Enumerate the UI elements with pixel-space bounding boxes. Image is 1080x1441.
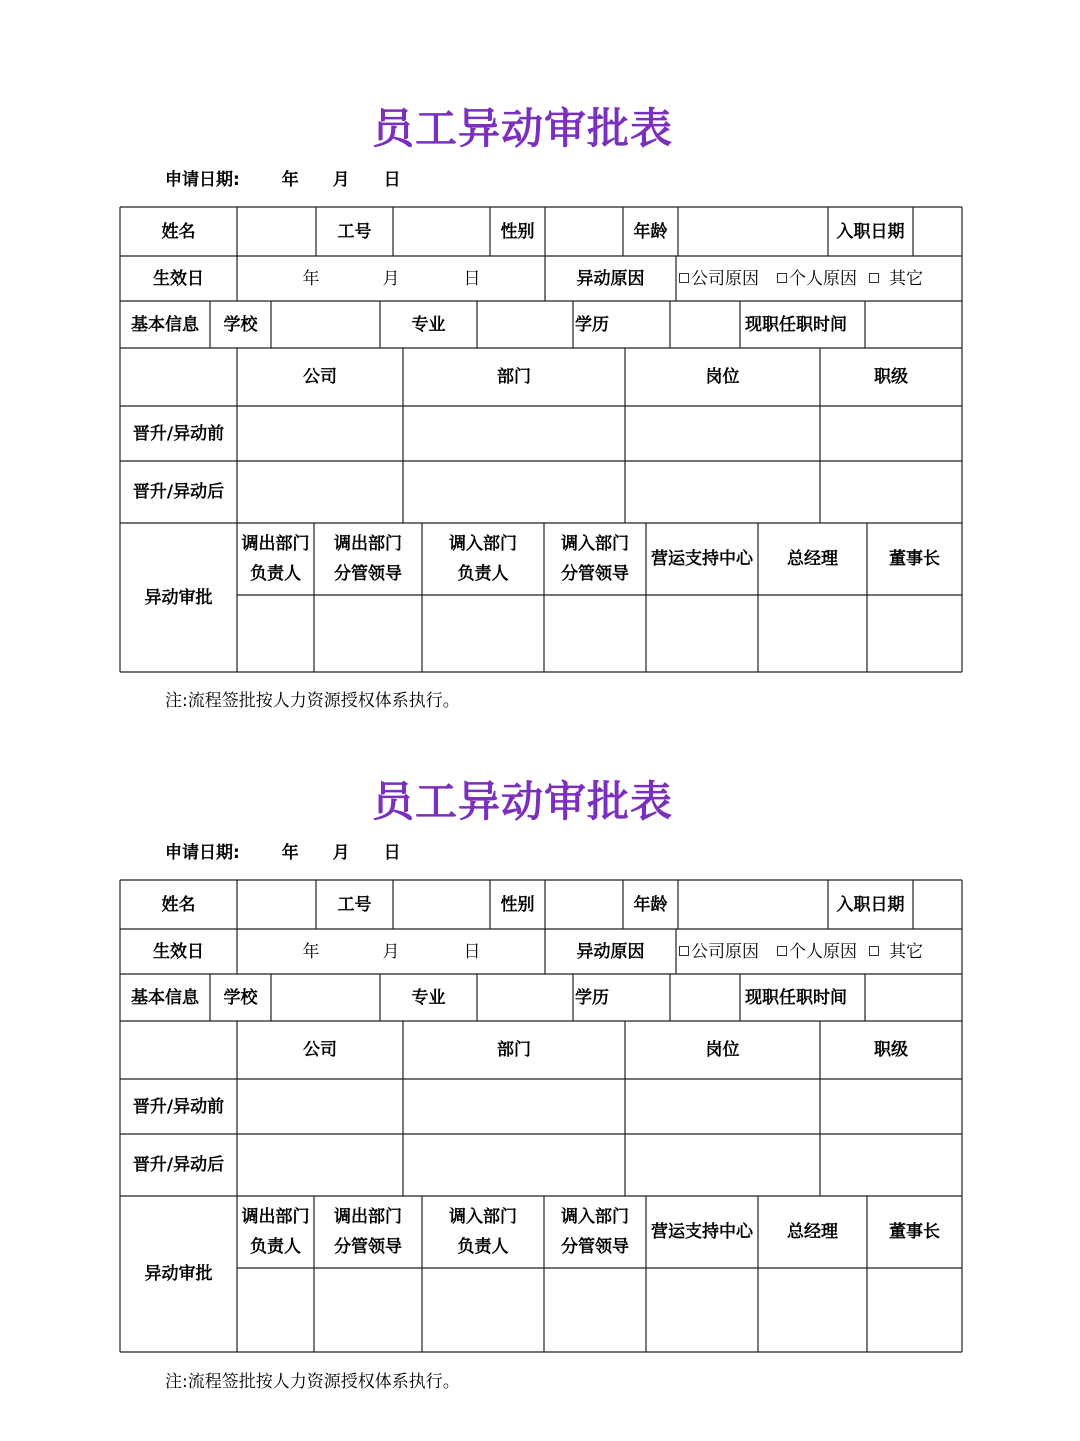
transfer-form-1	[0, 88, 1080, 768]
school-label: 学校	[223, 987, 258, 1008]
major-label: 专业	[411, 987, 446, 1008]
approval-label: 异动审批	[144, 587, 213, 608]
checkbox-icon[interactable]	[869, 946, 879, 956]
apply-date-year[interactable]: 年	[281, 170, 299, 190]
form-note: 注:流程签批按人力资源授权体系执行。	[165, 691, 460, 711]
company-header: 公司	[303, 1040, 337, 1060]
checkbox-icon[interactable]	[679, 946, 689, 956]
reason-options	[679, 256, 962, 301]
before-row-label: 晋升/异动前	[132, 423, 225, 444]
current-post-time-label: 现职任职时间	[745, 987, 847, 1008]
name-label: 姓名	[161, 221, 196, 242]
effective-date-label: 生效日	[153, 268, 204, 289]
basic-info-label: 基本信息	[131, 314, 199, 335]
gender-field[interactable]	[545, 880, 623, 929]
reason-option-company[interactable]: 公司原因	[679, 264, 759, 294]
hire-date-label: 入职日期	[836, 221, 905, 242]
reason-option-other[interactable]: 其它	[869, 264, 923, 294]
approval-col-chairman: 董事长	[889, 549, 940, 569]
after-row-label: 晋升/异动后	[132, 482, 225, 502]
effective-month[interactable]: 月	[382, 941, 400, 962]
name-field[interactable]	[237, 880, 316, 929]
current-post-time-label: 现职任职时间	[745, 314, 847, 335]
approval-col-out-head: 调出部门 负责人	[241, 534, 310, 584]
school-field[interactable]	[271, 974, 380, 1021]
major-label: 专业	[411, 314, 446, 335]
rank-header: 职级	[874, 1040, 908, 1060]
apply-date-label: 申请日期:	[165, 170, 240, 190]
apply-date-day[interactable]: 日	[383, 843, 401, 863]
approval-col-out-leader: 调出部门 分管领导	[334, 534, 402, 584]
gender-field[interactable]	[545, 207, 623, 256]
gender-label: 性别	[500, 894, 535, 915]
hire-date-field[interactable]	[913, 207, 962, 256]
approval-col-in-leader: 调入部门 分管领导	[561, 534, 629, 584]
transfer-form-2	[0, 761, 1080, 1441]
emp-no-field[interactable]	[393, 880, 490, 929]
apply-date-year[interactable]: 年	[281, 843, 299, 863]
effective-year[interactable]: 年	[302, 268, 320, 289]
major-field[interactable]	[477, 301, 573, 348]
current-post-time-field[interactable]	[865, 974, 962, 1021]
approval-col-gm: 总经理	[787, 549, 838, 569]
age-field[interactable]	[678, 207, 828, 256]
emp-no-field[interactable]	[393, 207, 490, 256]
reason-option-personal[interactable]: 个人原因	[777, 264, 857, 294]
emp-no-label: 工号	[337, 894, 372, 915]
checkbox-icon[interactable]	[777, 946, 787, 956]
education-label: 学历	[575, 987, 609, 1008]
after-row-label: 晋升/异动后	[132, 1155, 225, 1175]
approval-col-out-head: 调出部门 负责人	[241, 1207, 310, 1257]
position-header: 岗位	[705, 367, 740, 387]
department-header: 部门	[497, 367, 531, 387]
apply-date-label: 申请日期:	[165, 843, 240, 863]
emp-no-label: 工号	[337, 221, 372, 242]
approval-col-out-leader: 调出部门 分管领导	[334, 1207, 402, 1257]
age-field[interactable]	[678, 880, 828, 929]
school-label: 学校	[223, 314, 258, 335]
form-note: 注:流程签批按人力资源授权体系执行。	[165, 1372, 460, 1392]
checkbox-icon[interactable]	[679, 273, 689, 283]
age-label: 年龄	[633, 894, 668, 915]
position-header: 岗位	[705, 1040, 740, 1060]
effective-day[interactable]: 日	[463, 941, 481, 962]
checkbox-icon[interactable]	[869, 273, 879, 283]
approval-col-chairman: 董事长	[889, 1222, 940, 1242]
effective-day[interactable]: 日	[463, 268, 481, 289]
basic-info-label: 基本信息	[131, 987, 199, 1008]
education-label: 学历	[575, 314, 609, 335]
school-field[interactable]	[271, 301, 380, 348]
hire-date-label: 入职日期	[836, 894, 905, 915]
effective-year[interactable]: 年	[302, 941, 320, 962]
education-field[interactable]	[670, 301, 740, 348]
checkbox-icon[interactable]	[777, 273, 787, 283]
rank-header: 职级	[874, 367, 908, 387]
apply-date-day[interactable]: 日	[383, 170, 401, 190]
reason-label: 异动原因	[576, 268, 645, 289]
approval-col-in-leader: 调入部门 分管领导	[561, 1207, 629, 1257]
before-row-label: 晋升/异动前	[132, 1096, 225, 1117]
reason-option-personal[interactable]: 个人原因	[777, 937, 857, 967]
department-header: 部门	[497, 1040, 531, 1060]
approval-col-in-head: 调入部门 负责人	[449, 534, 517, 584]
approval-label: 异动审批	[144, 1264, 213, 1284]
reason-options	[679, 929, 962, 974]
reason-label: 异动原因	[576, 941, 645, 962]
form-title: 员工异动审批表	[371, 104, 673, 153]
apply-date-month[interactable]: 月	[332, 843, 350, 863]
approval-col-gm: 总经理	[787, 1222, 838, 1242]
company-header: 公司	[303, 367, 337, 387]
reason-option-other[interactable]: 其它	[869, 937, 923, 967]
major-field[interactable]	[477, 974, 573, 1021]
approval-col-ops-center: 营运支持中心	[651, 549, 753, 569]
current-post-time-field[interactable]	[865, 301, 962, 348]
name-field[interactable]	[237, 207, 316, 256]
age-label: 年龄	[633, 221, 668, 242]
approval-col-in-head: 调入部门 负责人	[449, 1207, 517, 1257]
effective-date-label: 生效日	[153, 941, 204, 962]
form-title: 员工异动审批表	[371, 777, 673, 826]
name-label: 姓名	[161, 894, 196, 915]
hire-date-field[interactable]	[913, 880, 962, 929]
gender-label: 性别	[500, 221, 535, 242]
apply-date-month[interactable]: 月	[332, 170, 350, 190]
approval-col-ops-center: 营运支持中心	[651, 1222, 753, 1242]
education-field[interactable]	[670, 974, 740, 1021]
effective-month[interactable]: 月	[382, 268, 400, 289]
reason-option-company[interactable]: 公司原因	[679, 937, 759, 967]
